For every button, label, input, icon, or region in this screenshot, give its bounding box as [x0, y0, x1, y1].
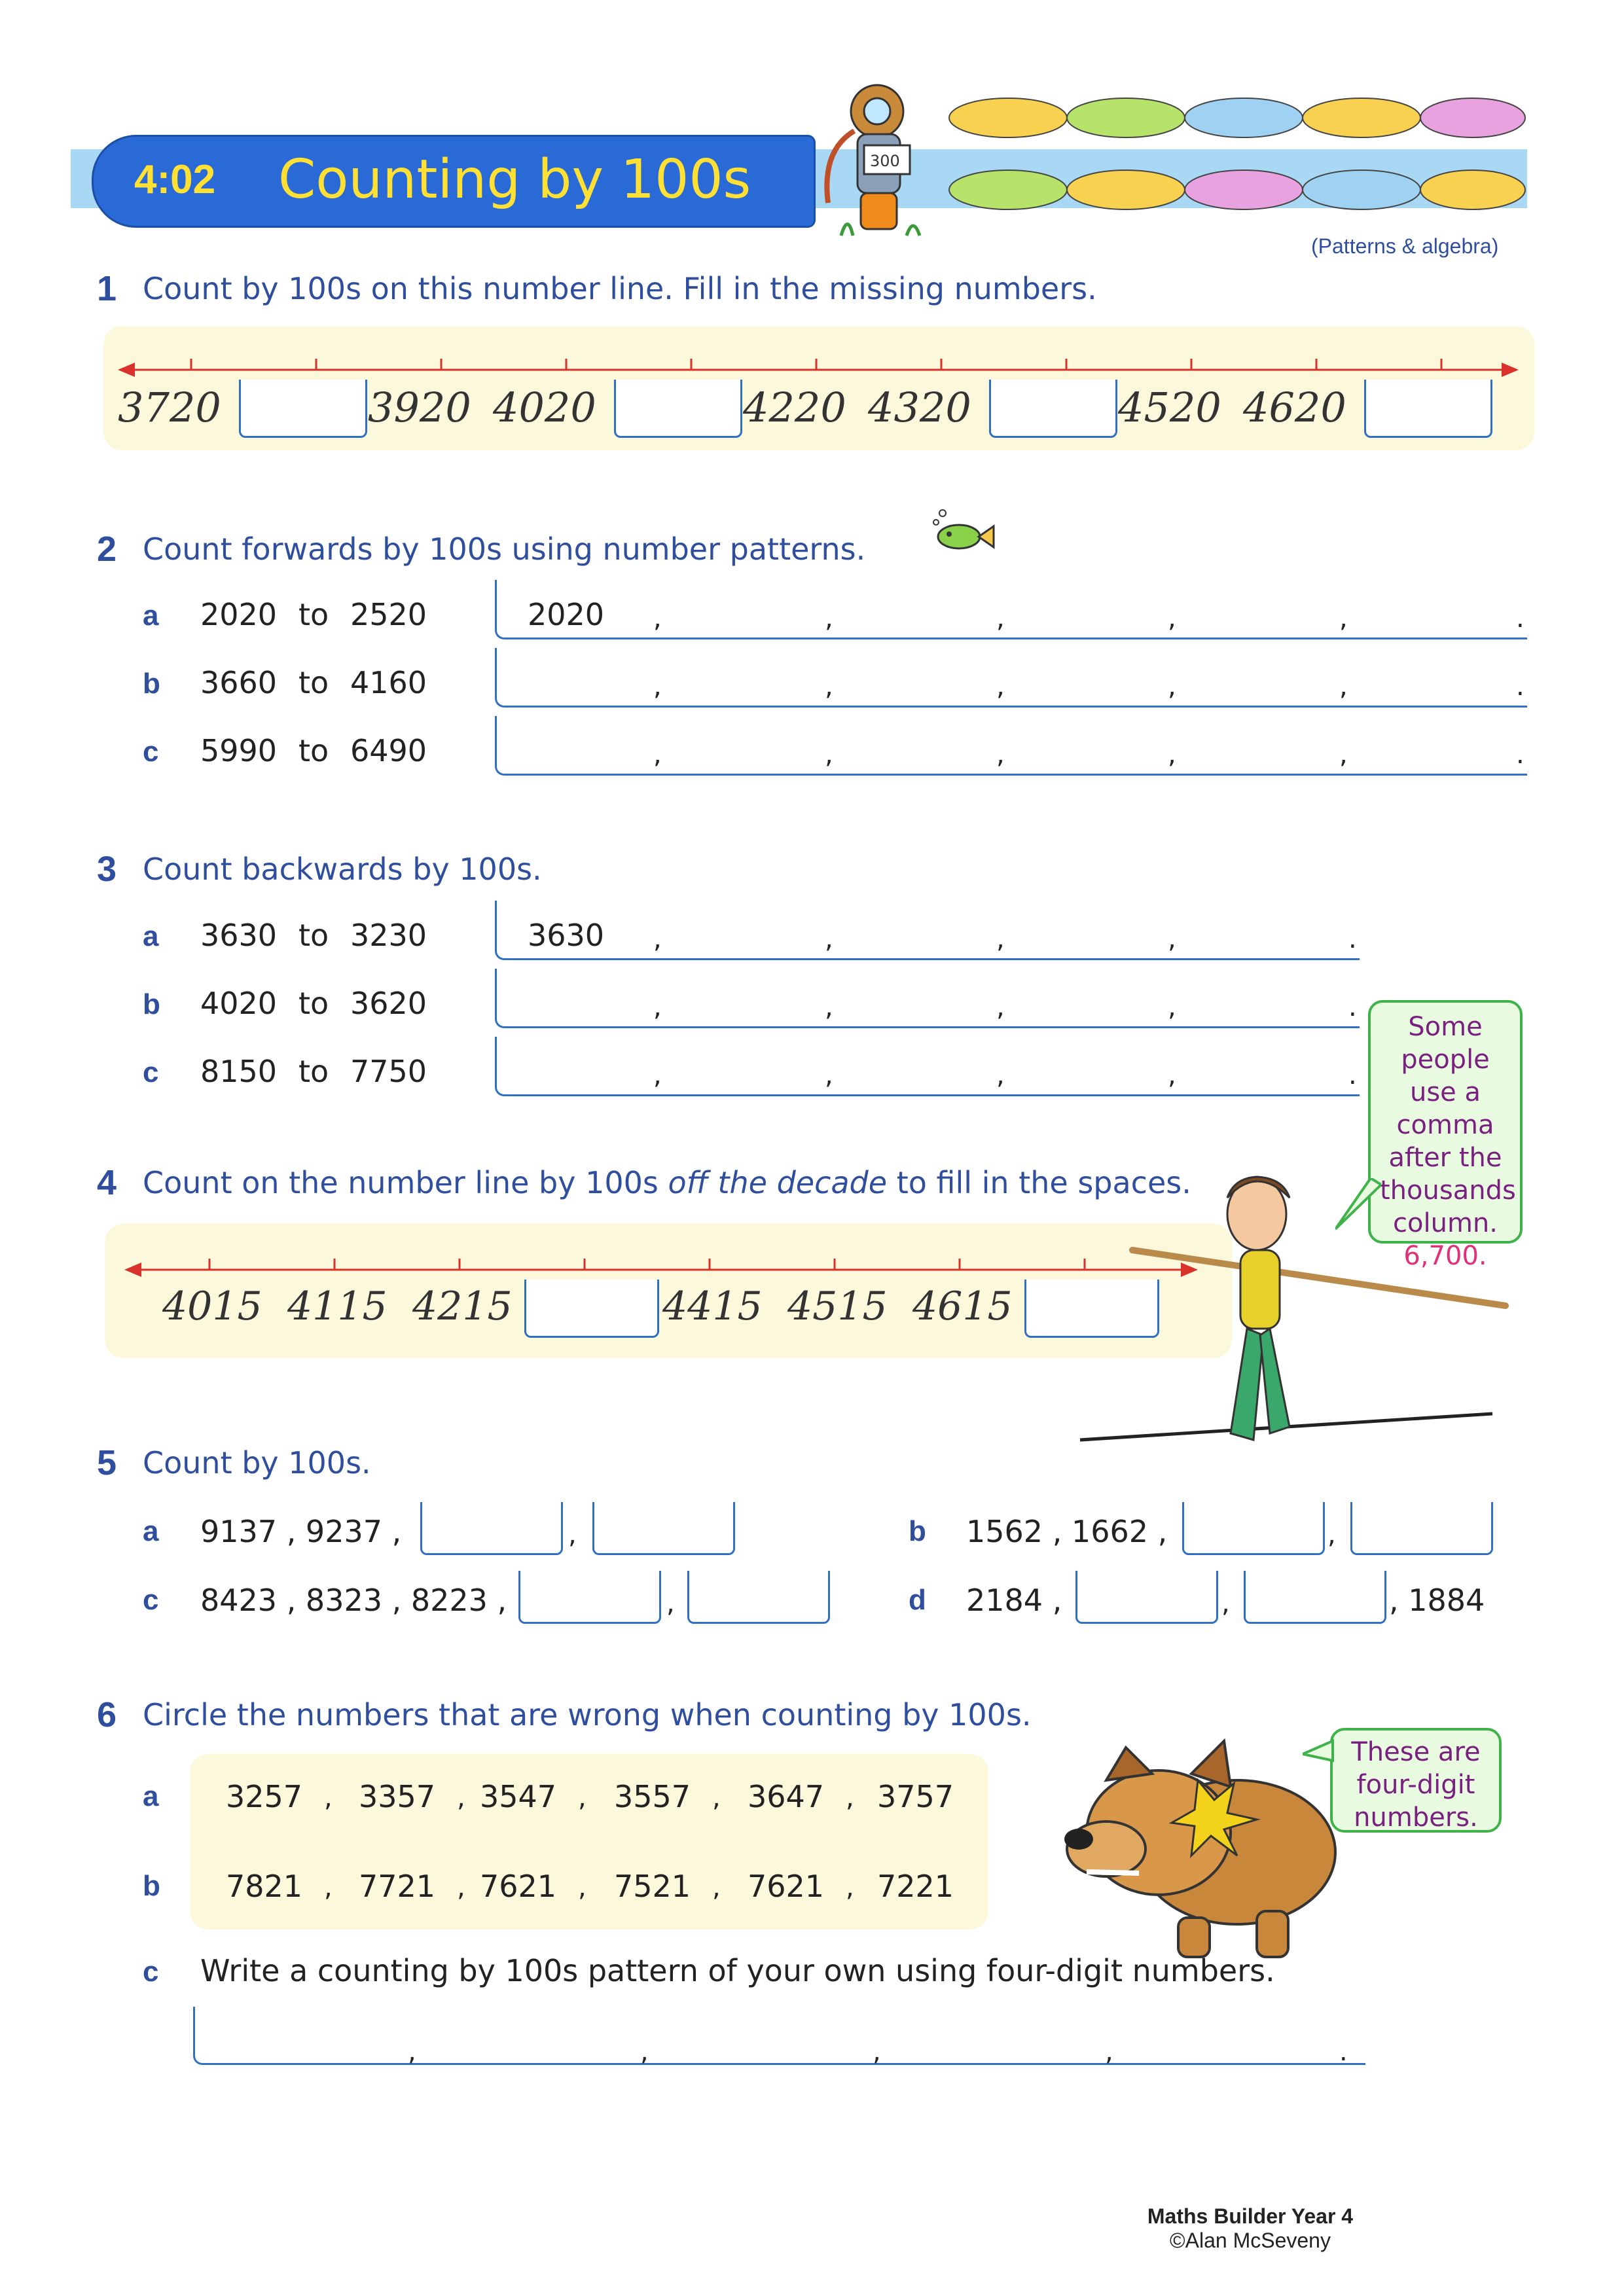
question-6-prompt: Circle the numbers that are wrong when counting by 100s. [143, 1697, 1032, 1732]
q5-c-given: 8423 , 8323 , 8223 , [200, 1583, 507, 1618]
q6-b-value[interactable]: 7821 [226, 1869, 303, 1904]
q6-a-comma: , [457, 1783, 465, 1813]
q6-a-value[interactable]: 3647 [748, 1779, 825, 1814]
question-6-number: 6 [97, 1695, 117, 1734]
q6-c-letter: c [143, 1956, 159, 1988]
q3-c-to-word: to [298, 1054, 329, 1089]
q2-a-letter: a [143, 600, 159, 632]
q2-a-comma: , [1168, 603, 1176, 634]
q3-c-comma: , [825, 1060, 833, 1090]
q3-b-from: 4020 [200, 986, 278, 1021]
q4-answer-box[interactable] [524, 1280, 659, 1338]
question-3-prompt: Count backwards by 100s. [143, 852, 542, 887]
q3-a-comma: , [1168, 924, 1176, 954]
q6-b-value[interactable]: 7621 [480, 1869, 557, 1904]
q3-a-comma: , [653, 924, 662, 954]
q5-b-answer-2[interactable] [1350, 1502, 1493, 1555]
footer-copyright: ©Alan McSeveny [1170, 2229, 1331, 2252]
q3-b-to-word: to [298, 986, 329, 1021]
q2-c-to: 6490 [350, 733, 427, 768]
question-1-number: 1 [97, 269, 117, 308]
q5-d-end: , 1884 [1389, 1583, 1485, 1618]
q5-d-letter: d [909, 1584, 926, 1616]
q5-b-answer-1[interactable] [1182, 1502, 1325, 1555]
q3-c-letter: c [143, 1056, 159, 1088]
q2-b-comma: , [1339, 672, 1348, 702]
q2-b-comma: , [825, 672, 833, 702]
q5-a-letter: a [143, 1515, 159, 1547]
q2-a-period: . [1516, 603, 1525, 634]
four-digit-tip-text: These are four-digit numbers. [1351, 1737, 1481, 1833]
comma-tip-text: Some people use a comma after the thousands column. [1380, 1012, 1516, 1238]
q6-b-comma: , [578, 1873, 586, 1903]
q6-c-period: . [1339, 2037, 1348, 2067]
q2-b-from: 3660 [200, 665, 278, 700]
q4-given-number: 4215 [412, 1283, 513, 1329]
q2-c-comma: , [1168, 740, 1176, 770]
q1-answer-box[interactable] [239, 380, 367, 438]
fish-school-illustration [936, 92, 1532, 223]
tightrope-walker-illustration [1074, 1152, 1519, 1492]
q5-b-comma: , [1327, 1520, 1336, 1550]
q2-b-to: 4160 [350, 665, 427, 700]
q3-b-comma: , [996, 992, 1005, 1022]
q6-c-answer-line[interactable] [193, 2007, 1365, 2065]
q4-prompt-start: Count on the number line by 100s [143, 1165, 659, 1200]
q3-a-comma: , [996, 924, 1005, 954]
q2-a-to-word: to [298, 597, 329, 632]
q5-a-answer-2[interactable] [592, 1502, 735, 1555]
q3-a-first-value: 3630 [528, 918, 605, 953]
q5-d-comma: , [1221, 1588, 1230, 1619]
q4-prompt-end: to fill in the spaces. [896, 1165, 1191, 1200]
question-5-prompt: Count by 100s. [143, 1445, 371, 1480]
q3-b-comma: , [825, 992, 833, 1022]
q3-a-to: 3230 [350, 918, 427, 953]
q2-a-comma: , [996, 603, 1005, 634]
footer [1113, 2204, 1388, 2253]
q1-answer-box[interactable] [989, 380, 1117, 438]
q6-a-value[interactable]: 3357 [359, 1779, 436, 1814]
q1-given-number: 4020 [493, 384, 596, 431]
q6-b-letter: b [143, 1870, 160, 1902]
q2-b-answer-line[interactable] [495, 648, 1527, 708]
q2-a-comma: , [653, 603, 662, 634]
q1-given-number: 4520 [1118, 384, 1221, 431]
q4-given-number: 4615 [912, 1283, 1013, 1329]
q4-given-number: 4515 [787, 1283, 888, 1329]
q2-a-to: 2520 [350, 597, 427, 632]
q3-a-answer-line[interactable] [495, 901, 1360, 960]
bubble-tail-2 [1303, 1734, 1335, 1774]
q2-c-comma: , [825, 740, 833, 770]
question-4-prompt [143, 1165, 1191, 1200]
q6-a-value[interactable]: 3547 [480, 1779, 557, 1814]
q1-given-number: 4220 [743, 384, 846, 431]
q6-a-value[interactable]: 3557 [614, 1779, 691, 1814]
q3-c-comma: , [653, 1060, 662, 1090]
q5-c-letter: c [143, 1584, 159, 1616]
q3-b-comma: , [1168, 992, 1176, 1022]
q1-given-number: 4620 [1243, 384, 1346, 431]
q3-a-to-word: to [298, 918, 329, 953]
q6-c-comma: , [408, 2037, 416, 2067]
question-2-number: 2 [97, 529, 117, 569]
four-digit-tip-bubble [1330, 1728, 1502, 1833]
q5-a-answer-1[interactable] [420, 1502, 563, 1555]
q2-a-from: 2020 [200, 597, 278, 632]
q6-b-value[interactable]: 7721 [359, 1869, 436, 1904]
q2-c-answer-line[interactable] [495, 716, 1527, 776]
q6-b-comma: , [457, 1873, 465, 1903]
q2-b-comma: , [1168, 672, 1176, 702]
q3-a-letter: a [143, 920, 159, 952]
question-3-number: 3 [97, 850, 117, 889]
q2-b-period: . [1516, 672, 1525, 702]
question-1-prompt: Count by 100s on this number line. Fill in the missing numbers. [143, 271, 1097, 306]
q2-a-comma: , [1339, 603, 1348, 634]
q5-b-letter: b [909, 1515, 926, 1547]
q2-b-comma: , [996, 672, 1005, 702]
q3-b-answer-line[interactable] [495, 969, 1360, 1028]
small-fish-icon [929, 504, 995, 556]
strand-label: (Patterns & algebra) [1311, 234, 1499, 258]
q5-d-given: 2184 , [966, 1583, 1062, 1618]
q6-a-value[interactable]: 3757 [877, 1779, 954, 1814]
q1-given-number: 4320 [868, 384, 971, 431]
footer-book-title: Maths Builder Year 4 [1147, 2204, 1354, 2228]
q5-c-answer-2[interactable] [687, 1571, 830, 1624]
q4-given-number: 4015 [162, 1283, 262, 1329]
q3-c-from: 8150 [200, 1054, 278, 1089]
q6-b-comma: , [712, 1873, 721, 1903]
question-4-number: 4 [97, 1163, 117, 1202]
q5-a-comma: , [568, 1520, 577, 1550]
q3-b-period: . [1348, 992, 1357, 1022]
q6-b-value[interactable]: 7521 [614, 1869, 691, 1904]
q4-prompt-italic: off the decade [668, 1165, 888, 1200]
q6-number-panel [190, 1754, 988, 1929]
q3-a-period: . [1348, 924, 1357, 954]
q2-c-letter: c [143, 736, 159, 768]
q3-c-comma: , [1168, 1060, 1176, 1090]
q1-given-number: 3720 [118, 384, 221, 431]
q2-c-comma: , [1339, 740, 1348, 770]
title-banner [92, 135, 816, 228]
q6-c-comma: , [1105, 2037, 1113, 2067]
q6-c-comma: , [873, 2037, 881, 2067]
q3-b-to: 3620 [350, 986, 427, 1021]
q2-c-to-word: to [298, 733, 329, 768]
q6-a-letter: a [143, 1780, 159, 1812]
q6-b-value[interactable]: 7221 [877, 1869, 954, 1904]
q2-c-period: . [1516, 740, 1525, 770]
q6-a-comma: , [324, 1783, 333, 1813]
q6-a-comma: , [846, 1783, 854, 1813]
diver-illustration [815, 72, 946, 242]
q2-a-first-value: 2020 [528, 597, 605, 632]
lesson-code: 4:02 [134, 157, 216, 202]
svg-text:300: 300 [870, 152, 900, 170]
q3-c-comma: , [996, 1060, 1005, 1090]
q6-a-comma: , [578, 1783, 586, 1813]
q2-b-to-word: to [298, 665, 329, 700]
q5-b-given: 1562 , 1662 , [966, 1514, 1168, 1549]
q1-answer-box[interactable] [1364, 380, 1492, 438]
q6-b-comma: , [324, 1873, 333, 1903]
q6-c-comma: , [640, 2037, 649, 2067]
q3-c-to: 7750 [350, 1054, 427, 1089]
q3-a-from: 3630 [200, 918, 278, 953]
q2-c-comma: , [996, 740, 1005, 770]
q3-b-letter: b [143, 988, 160, 1020]
q4-given-number: 4415 [662, 1283, 763, 1329]
q5-d-answer-1[interactable] [1075, 1571, 1218, 1624]
q6-c-prompt: Write a counting by 100s pattern of your own using four-digit numbers. [200, 1953, 1275, 1988]
q1-given-number: 3920 [368, 384, 471, 431]
q3-c-period: . [1348, 1060, 1357, 1090]
q2-a-answer-line[interactable] [495, 580, 1527, 639]
q3-c-answer-line[interactable] [495, 1037, 1360, 1096]
q1-answer-box[interactable] [614, 380, 742, 438]
q2-b-letter: b [143, 668, 160, 700]
question-5-number: 5 [97, 1443, 117, 1482]
q3-a-comma: , [825, 924, 833, 954]
q5-a-given: 9137 , 9237 , [200, 1514, 402, 1549]
q4-given-number: 4115 [287, 1283, 388, 1329]
q5-c-comma: , [666, 1588, 675, 1619]
q3-b-comma: , [653, 992, 662, 1022]
q2-b-comma: , [653, 672, 662, 702]
q6-a-value[interactable]: 3257 [226, 1779, 303, 1814]
q2-c-comma: , [653, 740, 662, 770]
q5-d-answer-2[interactable] [1244, 1571, 1386, 1624]
q6-b-comma: , [846, 1873, 854, 1903]
q2-c-from: 5990 [200, 733, 278, 768]
q5-c-answer-1[interactable] [518, 1571, 661, 1624]
comma-tip-example: 6,700. [1403, 1241, 1487, 1271]
q6-a-comma: , [712, 1783, 721, 1813]
q6-b-value[interactable]: 7621 [748, 1869, 825, 1904]
page-title: Counting by 100s [278, 149, 751, 211]
q2-a-comma: , [825, 603, 833, 634]
question-2-prompt: Count forwards by 100s using number patterns. [143, 531, 866, 567]
